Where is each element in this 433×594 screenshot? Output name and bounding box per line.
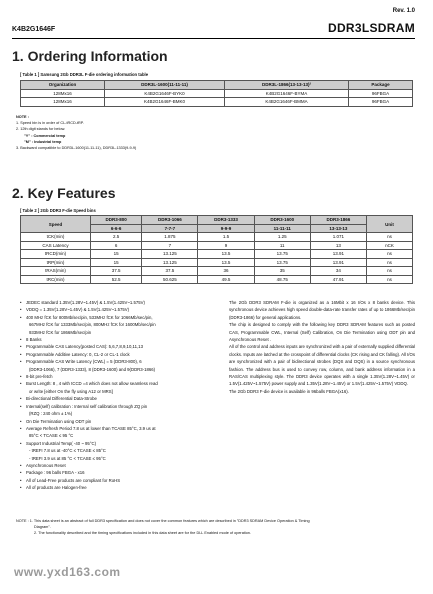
part-number: K4B2G1646F [12, 26, 56, 33]
feature-item: • Programmable CAS Write Latency (CWL) = 5 (DDR3-800), 6 [20, 358, 220, 365]
table-cell: tRP(min) [21, 258, 91, 267]
table-cell: 13.125 [142, 258, 198, 267]
table-cell: K4B2G1646F-BMMA [225, 98, 349, 107]
table-cell: 37.5 [91, 267, 142, 276]
table-cell: ns [367, 267, 413, 276]
watermark-text: www.yxd163.com [14, 565, 121, 579]
table-row [21, 241, 413, 250]
table-cell: ns [367, 258, 413, 267]
table-cell: 11 [254, 241, 310, 250]
table-cell: 52.5 [91, 275, 142, 284]
section-2-title: 2. Key Features [12, 185, 116, 201]
description-paragraph: All of the control and address inputs are synchronized with a pair of externally supplied differential clocks. Inputs are latched at the crosspoint of differential clocks (CK rising and CK falling). All I/Os are synchronized with a pair of bidirectional strobes (DQS and DQS) in a source synchronous fashion. The address bus is used to convey row, column, and bank address information in a RAS/CAS multiplexing style. The DDR3 device operates with a single 1.35V(1.28V~1.45V) or 1.5V(1.425V~1.575V) power supply and 1.35V(1.28V~1.45V) or 1.5V(1.425V~1.575V) VDDQ. [229, 344, 415, 387]
feature-item: - tREFI 3.9 us at 85 °C < TCASE ≤ 95°C [29, 455, 106, 461]
table-cell: 13.75 [254, 258, 310, 267]
table-cell: 128Mx16 [21, 98, 105, 107]
table-row [21, 275, 413, 284]
datasheet-footnote [16, 519, 416, 536]
table-cell: 13.91 [310, 250, 366, 259]
table-cell: 1.875 [142, 233, 198, 242]
description-paragraph: The 2Gb DDR3 SDRAM F-die is organized as a 16Mbit x 16 I/Os x 8 banks device. This synchronous device achieves high speed double-data-rate transfer rates of up to 1866Mb/sec/pin (DDR3-1866) for general applications. [229, 300, 415, 320]
table-cell: 15 [91, 250, 142, 259]
table-row [21, 250, 413, 259]
ordering-table [20, 80, 413, 107]
col-header: DDR3L-1866(13-13-13)² [225, 81, 349, 90]
col-header: DDR3-800 [91, 216, 142, 225]
description-paragraph: The chip is designed to comply with the following key DDR3 SDRAM features such as posted CAS, Programmable CWL, Internal (Self) Calibration, On Die Termination using ODT pin and Asynchronous Reset . [229, 322, 415, 343]
table-cell: K4B2G1646F-BYK0 [105, 89, 225, 98]
header-divider [12, 38, 415, 39]
col-header: 7-7-7 [142, 224, 198, 233]
table-cell: 13.75 [254, 250, 310, 259]
table-cell: nCK [367, 241, 413, 250]
table-cell: 128Mx16 [21, 89, 105, 98]
table-cell: 96FBGA [349, 89, 413, 98]
table-cell: 35 [254, 267, 310, 276]
feature-item: 667MHz fCK for 1333Mb/sec/pin, 800MHz fCK for 1600Mb/sec/pin [29, 322, 156, 328]
table-cell: 13.5 [198, 250, 254, 259]
table-cell: ns [367, 250, 413, 259]
col-header: DDR3-1333 [198, 216, 254, 225]
description-paragraph: The 2Gb DDR3 F-die device is available in 96balls FBGA(x16). [229, 388, 349, 394]
col-header: 9-9-9 [198, 224, 254, 233]
note-line: NOTE : [16, 115, 29, 119]
table-cell: 1.25 [254, 233, 310, 242]
feature-item: • JEDEC standard 1.35V(1.28V~1.45V) & 1.5V(1.425V~1.575V) [20, 299, 220, 306]
col-header: Organization [21, 81, 105, 90]
table-cell: 7 [142, 241, 198, 250]
feature-item: • On Die Termination using ODT pin [20, 418, 220, 425]
feature-item: • All of Lead-Free products are compliant for RoHS [20, 477, 220, 484]
table-cell: 15 [91, 258, 142, 267]
table-cell: 9 [198, 241, 254, 250]
ordering-notes [16, 114, 136, 151]
col-header: Speed [21, 216, 91, 233]
table-cell: tCK(min) [21, 233, 91, 242]
feature-item: or write [either On the fly using A12 or MRS] [29, 388, 113, 394]
feature-item: • Internal(self) calibration : Internal self calibration through ZQ pin [20, 403, 220, 410]
note-line: 2. 12th digit stands for below. [16, 127, 66, 132]
feature-item: (RZQ : 240 ohm ± 1%) [29, 411, 73, 417]
table-header-row [21, 216, 413, 225]
table-cell: 13.5 [198, 258, 254, 267]
col-header: 11-11-11 [254, 224, 310, 233]
feature-item: • Package : 96 balls FBGA - x16 [20, 469, 220, 476]
table-cell: K4B2G1646F-BMK0 [105, 98, 225, 107]
col-header: DDR3-1066 [142, 216, 198, 225]
table-cell: 34 [310, 267, 366, 276]
table-cell: ns [367, 233, 413, 242]
table-row [21, 89, 413, 98]
note-line: "Y" : Commercial temp [24, 133, 66, 138]
table-cell: tRC(min) [21, 275, 91, 284]
feature-item: 85°C < TCASE ≤ 95 °C [29, 433, 74, 439]
table-cell: 47.91 [310, 275, 366, 284]
feature-item: • Support Industrial Temp( -40 ~ 95°C) [20, 440, 220, 447]
footnote-line: NOTE : 1. This data sheet is an abstract of full DDR3 specification and does not cover the common features which are described in "DDR3 SDRAM Device Operation & Timing [16, 519, 310, 523]
document-title: DDR3LSDRAM [328, 21, 415, 35]
speed-bins-table [20, 215, 413, 284]
feature-item: (DDR3-1066), 7 (DDR3-1333), 8 (DDR3-1600) and 9(DDR3-1866) [29, 366, 156, 372]
feature-item: • All of products are Halogen-free [20, 484, 220, 491]
feature-item: • 8 Banks [20, 336, 220, 343]
section-1-title: 1. Ordering Information [12, 48, 168, 64]
table-cell: 50.625 [142, 275, 198, 284]
col-header: 6-6-6 [91, 224, 142, 233]
table-row [21, 98, 413, 107]
table-cell: 37.5 [142, 267, 198, 276]
table-cell: 36 [198, 267, 254, 276]
table-cell: 96FBGA [349, 98, 413, 107]
table-cell: 13.125 [142, 250, 198, 259]
table-2-caption: [ Table 2 ] 2Gb DDR3 F-die Speed bins [20, 208, 96, 213]
feature-item: • Programmable CAS Latency(posted CAS): 5,6,7,8,9,10,11,13 [20, 343, 220, 350]
table-cell: tRCD(min) [21, 250, 91, 259]
footnote-line: 2. The functionality described and the timing specifications included in this data sheet are for the DLL Enabled mode of operation. [34, 530, 251, 535]
table-1-caption: [ Table 1 ] Samsung 2Gb DDR3L F-die ordering information table [20, 72, 149, 77]
feature-item: 933MHz fCK for 1866Mb/sec/pin [29, 329, 92, 335]
description-column [229, 299, 415, 395]
col-header: DDR3-1600 [254, 216, 310, 225]
table-cell: K4B2G1646F-BYMA [225, 89, 349, 98]
table-cell: ns [367, 275, 413, 284]
col-header: 13-13-13 [310, 224, 366, 233]
col-header: DDR3L-1600(11-11-11) [105, 81, 225, 90]
table-cell: 13.91 [310, 258, 366, 267]
table-cell: 6 [91, 241, 142, 250]
note-line: 1. Speed bin is in order of CL-tRCD-tRP. [16, 121, 84, 126]
feature-item: - tREFI 7.8 us at -40°C ≤ TCASE ≤ 85°C [29, 448, 106, 454]
feature-item: • Bi-directional Differential Data-Strobe [20, 395, 220, 402]
feature-item: • Burst Length: 8 , 4 with tCCD =4 which does not allow seamless read [20, 380, 220, 387]
table-cell: 49.5 [198, 275, 254, 284]
feature-item: • Average Refresh Period 7.8 us at lower than TCASE 85°C, 3.9 us at [20, 425, 220, 432]
feature-item: • Asynchronous Reset [20, 462, 220, 469]
table-cell: 2.5 [91, 233, 142, 242]
features-list-column [20, 299, 220, 492]
table-cell: tRAS(min) [21, 267, 91, 276]
feature-item: • VDDQ = 1.35V(1.28V~1.45V) & 1.5V(1.425V~1.575V) [20, 306, 220, 313]
feature-item: • 400 MHz fCK for 800Mb/sec/pin, 533MHz fCK for 1066Mb/sec/pin, [20, 314, 220, 321]
feature-item: • Programmable Additive Latency: 0, CL-2 or CL-1 clock [20, 351, 220, 358]
table-cell: 1.5 [198, 233, 254, 242]
table-cell: 48.75 [254, 275, 310, 284]
table-row [21, 233, 413, 242]
footnote-line: Diagram". [34, 524, 51, 529]
table-cell: CAS Latency [21, 241, 91, 250]
table-cell: 13 [310, 241, 366, 250]
col-header: Package [349, 81, 413, 90]
col-header: Unit [367, 216, 413, 233]
feature-item: • 8-bit pre-fetch [20, 373, 220, 380]
revision-label: Rev. 1.0 [392, 8, 415, 14]
table-row [21, 267, 413, 276]
note-line: 3. Backward compatible to DDR3L-1600(11-11-11), DDR3L-1333(9-9-9) [16, 146, 137, 151]
col-header: DDR3-1866 [310, 216, 366, 225]
table-header-row [21, 81, 413, 90]
note-line: "M" : Industrial temp [24, 139, 62, 144]
table-cell: 1.071 [310, 233, 366, 242]
table-row [21, 258, 413, 267]
